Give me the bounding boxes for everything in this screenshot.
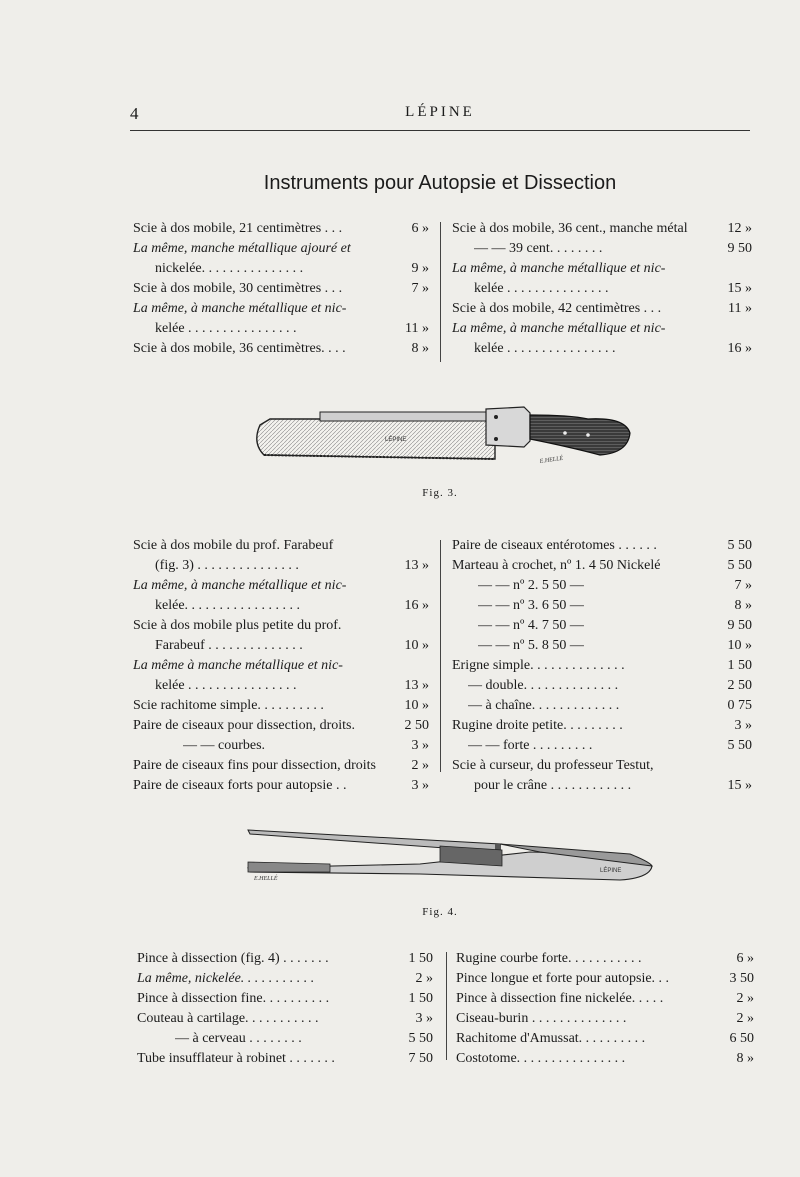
item-label: Paire de ciseaux fins pour dissection, droits	[133, 758, 377, 773]
price-row	[133, 339, 429, 359]
item-price: 16 »	[727, 341, 752, 356]
item-price: 2 »	[736, 1011, 754, 1026]
price-row	[452, 259, 752, 279]
item-label: kelée . . . . . . . . . . . . . . . .	[155, 321, 297, 336]
section-title: Instruments pour Autopsie et Dissection	[263, 172, 617, 194]
item-price: 7 »	[734, 578, 752, 593]
item-label: Scie à dos mobile plus petite du prof.	[133, 618, 342, 633]
item-label: Scie à dos mobile, 36 cent., manche métal	[452, 221, 688, 236]
item-label: Scie à dos mobile, 42 centimètres . . .	[452, 301, 662, 316]
page-number: 4	[130, 104, 139, 123]
item-label: — — courbes.	[183, 738, 266, 753]
item-price: 2 »	[415, 971, 433, 986]
item-label: Rugine droite petite. . . . . . . . .	[452, 718, 623, 733]
price-row	[133, 776, 429, 796]
item-label: — — nº 3. 6 50 —	[478, 598, 584, 613]
item-label: (fig. 3) . . . . . . . . . . . . . . .	[155, 558, 299, 573]
price-row	[456, 969, 754, 989]
item-price: 8 »	[411, 341, 429, 356]
price-row	[452, 716, 752, 736]
price-row	[133, 596, 429, 616]
price-row	[133, 536, 429, 556]
item-price: 10 »	[404, 698, 429, 713]
item-label: — à cerveau . . . . . . . .	[175, 1031, 302, 1046]
item-label: La même, à manche métallique et nic-	[133, 578, 347, 593]
header-rule	[130, 130, 750, 131]
item-label: pour le crâne . . . . . . . . . . . .	[474, 778, 632, 793]
price-row	[133, 319, 429, 339]
item-label: Tube insufflateur à robinet . . . . . . .	[137, 1051, 335, 1066]
price-row	[133, 736, 429, 756]
engraver-signature: E.HELLÉ	[254, 876, 278, 882]
blade-marking: LÉPINE	[385, 437, 407, 443]
item-price: 6 »	[411, 221, 429, 236]
item-label: kelée. . . . . . . . . . . . . . . . .	[155, 598, 301, 613]
item-label: — double. . . . . . . . . . . . . .	[468, 678, 619, 693]
item-label: Pince longue et forte pour autopsie. . .	[456, 971, 670, 986]
item-label: Rugine courbe forte. . . . . . . . . . .	[456, 951, 642, 966]
item-label: Rachitome d'Amussat. . . . . . . . . .	[456, 1031, 646, 1046]
price-row	[452, 656, 752, 676]
price-row	[133, 219, 429, 239]
item-label: Pince à dissection fine nickelée. . . . .	[456, 991, 664, 1006]
forceps-illustration	[240, 822, 660, 892]
item-price: 15 »	[727, 778, 752, 793]
item-label: La même, à manche métallique et nic-	[452, 261, 666, 276]
item-price: 3 »	[415, 1011, 433, 1026]
price-row	[133, 556, 429, 576]
item-label: kelée . . . . . . . . . . . . . . . .	[474, 341, 616, 356]
price-row	[452, 596, 752, 616]
item-label: Scie à dos mobile du prof. Farabeuf	[133, 538, 334, 553]
price-row	[137, 1029, 433, 1049]
item-label: kelée . . . . . . . . . . . . . . . .	[155, 678, 297, 693]
item-label: Farabeuf . . . . . . . . . . . . . .	[155, 638, 303, 653]
price-row	[452, 536, 752, 556]
item-label: Scie à curseur, du professeur Testut,	[452, 758, 654, 773]
price-row	[452, 616, 752, 636]
price-row	[452, 756, 752, 776]
column-divider	[446, 952, 447, 1060]
item-price: 16 »	[404, 598, 429, 613]
item-price: 8 »	[736, 1051, 754, 1066]
item-label: Scie à dos mobile, 30 centimètres . . .	[133, 281, 343, 296]
price-row	[137, 949, 433, 969]
price-row	[452, 736, 752, 756]
item-price: 5 50	[727, 558, 752, 573]
item-label: — à chaîne. . . . . . . . . . . . .	[468, 698, 620, 713]
price-row	[452, 636, 752, 656]
engraver-signature: E.HELLÉ	[539, 455, 564, 465]
item-price: 7 50	[408, 1051, 433, 1066]
item-price: 2 50	[727, 678, 752, 693]
item-price: 9 50	[727, 618, 752, 633]
item-price: 7 »	[411, 281, 429, 296]
item-price: 10 »	[727, 638, 752, 653]
column-divider	[440, 222, 441, 362]
item-label: kelée . . . . . . . . . . . . . . .	[474, 281, 609, 296]
item-label: Costotome. . . . . . . . . . . . . . . .	[456, 1051, 626, 1066]
item-label: — — nº 2. 5 50 —	[478, 578, 584, 593]
item-price: 9 50	[727, 241, 752, 256]
price-row	[456, 1009, 754, 1029]
price-row	[133, 259, 429, 279]
item-label: — — nº 4. 7 50 —	[478, 618, 584, 633]
price-row	[133, 756, 429, 776]
item-label: Paire de ciseaux entérotomes . . . . . .	[452, 538, 657, 553]
price-row	[133, 636, 429, 656]
price-row	[133, 576, 429, 596]
forceps-marking: LÉPINE	[600, 868, 622, 874]
item-label: — — nº 5. 8 50 —	[478, 638, 584, 653]
column-divider	[440, 540, 441, 772]
price-row	[452, 776, 752, 796]
item-price: 3 »	[734, 718, 752, 733]
item-label: La même, à manche métallique et nic-	[133, 301, 347, 316]
item-price: 5 50	[727, 538, 752, 553]
item-label: Pince à dissection fine. . . . . . . . . .	[137, 991, 330, 1006]
price-row	[452, 279, 752, 299]
item-price: 11 »	[728, 301, 752, 316]
item-label: nickelée. . . . . . . . . . . . . . .	[155, 261, 304, 276]
item-price: 3 50	[729, 971, 754, 986]
price-row	[133, 616, 429, 636]
price-row	[137, 1049, 433, 1069]
price-row	[452, 576, 752, 596]
item-price: 6 50	[729, 1031, 754, 1046]
item-label: Paire de ciseaux forts pour autopsie . .	[133, 778, 347, 793]
price-row	[137, 1009, 433, 1029]
item-price: 2 »	[736, 991, 754, 1006]
item-price: 1 50	[408, 951, 433, 966]
item-label: Scie rachitome simple. . . . . . . . . .	[133, 698, 324, 713]
price-row	[133, 716, 429, 736]
item-label: La même, à manche métallique et nic-	[452, 321, 666, 336]
item-label: — — 39 cent. . . . . . . .	[474, 241, 603, 256]
item-price: 9 »	[411, 261, 429, 276]
item-label: Scie à dos mobile, 36 centimètres. . . .	[133, 341, 346, 356]
price-row	[452, 319, 752, 339]
item-price: 15 »	[727, 281, 752, 296]
item-label: Marteau à crochet, nº 1. 4 50 Nickelé	[452, 558, 661, 573]
running-title: LÉPINE	[405, 104, 475, 120]
item-price: 12 »	[727, 221, 752, 236]
price-row	[133, 299, 429, 319]
item-label: Erigne simple. . . . . . . . . . . . . .	[452, 658, 625, 673]
price-row	[137, 989, 433, 1009]
item-label: La même, nickelée. . . . . . . . . . .	[137, 971, 315, 986]
item-label: La même, manche métallique ajouré et	[133, 241, 351, 256]
item-label: Pince à dissection (fig. 4) . . . . . . .	[137, 951, 329, 966]
item-label: La même à manche métallique et nic-	[133, 658, 343, 673]
price-row	[456, 949, 754, 969]
item-price: 1 50	[727, 658, 752, 673]
price-row	[133, 279, 429, 299]
item-price: 3 »	[411, 738, 429, 753]
item-price: 13 »	[404, 678, 429, 693]
item-price: 3 »	[411, 778, 429, 793]
figure-caption: Fig. 3.	[422, 487, 458, 499]
item-price: 0 75	[727, 698, 752, 713]
price-row	[456, 1029, 754, 1049]
price-row	[452, 339, 752, 359]
item-label: Paire de ciseaux pour dissection, droits.	[133, 718, 356, 733]
price-row	[133, 656, 429, 676]
item-price: 6 »	[736, 951, 754, 966]
item-price: 10 »	[404, 638, 429, 653]
price-row	[452, 676, 752, 696]
item-price: 13 »	[404, 558, 429, 573]
price-row	[133, 696, 429, 716]
price-row	[452, 239, 752, 259]
price-row	[452, 219, 752, 239]
item-label: — — forte . . . . . . . . .	[468, 738, 593, 753]
price-row	[137, 969, 433, 989]
item-price: 5 50	[727, 738, 752, 753]
item-label: Ciseau-burin . . . . . . . . . . . . . .	[456, 1011, 627, 1026]
price-row	[452, 696, 752, 716]
price-row	[456, 989, 754, 1009]
item-price: 5 50	[408, 1031, 433, 1046]
item-price: 2 »	[411, 758, 429, 773]
saw-illustration	[240, 395, 640, 480]
item-price: 8 »	[734, 598, 752, 613]
price-row	[452, 556, 752, 576]
price-row	[133, 239, 429, 259]
figure-caption: Fig. 4.	[422, 906, 458, 918]
item-label: Couteau à cartilage. . . . . . . . . . .	[137, 1011, 319, 1026]
item-label: Scie à dos mobile, 21 centimètres . . .	[133, 221, 343, 236]
price-row	[133, 676, 429, 696]
price-row	[452, 299, 752, 319]
item-price: 2 50	[404, 718, 429, 733]
price-row	[456, 1049, 754, 1069]
item-price: 11 »	[405, 321, 429, 336]
item-price: 1 50	[408, 991, 433, 1006]
